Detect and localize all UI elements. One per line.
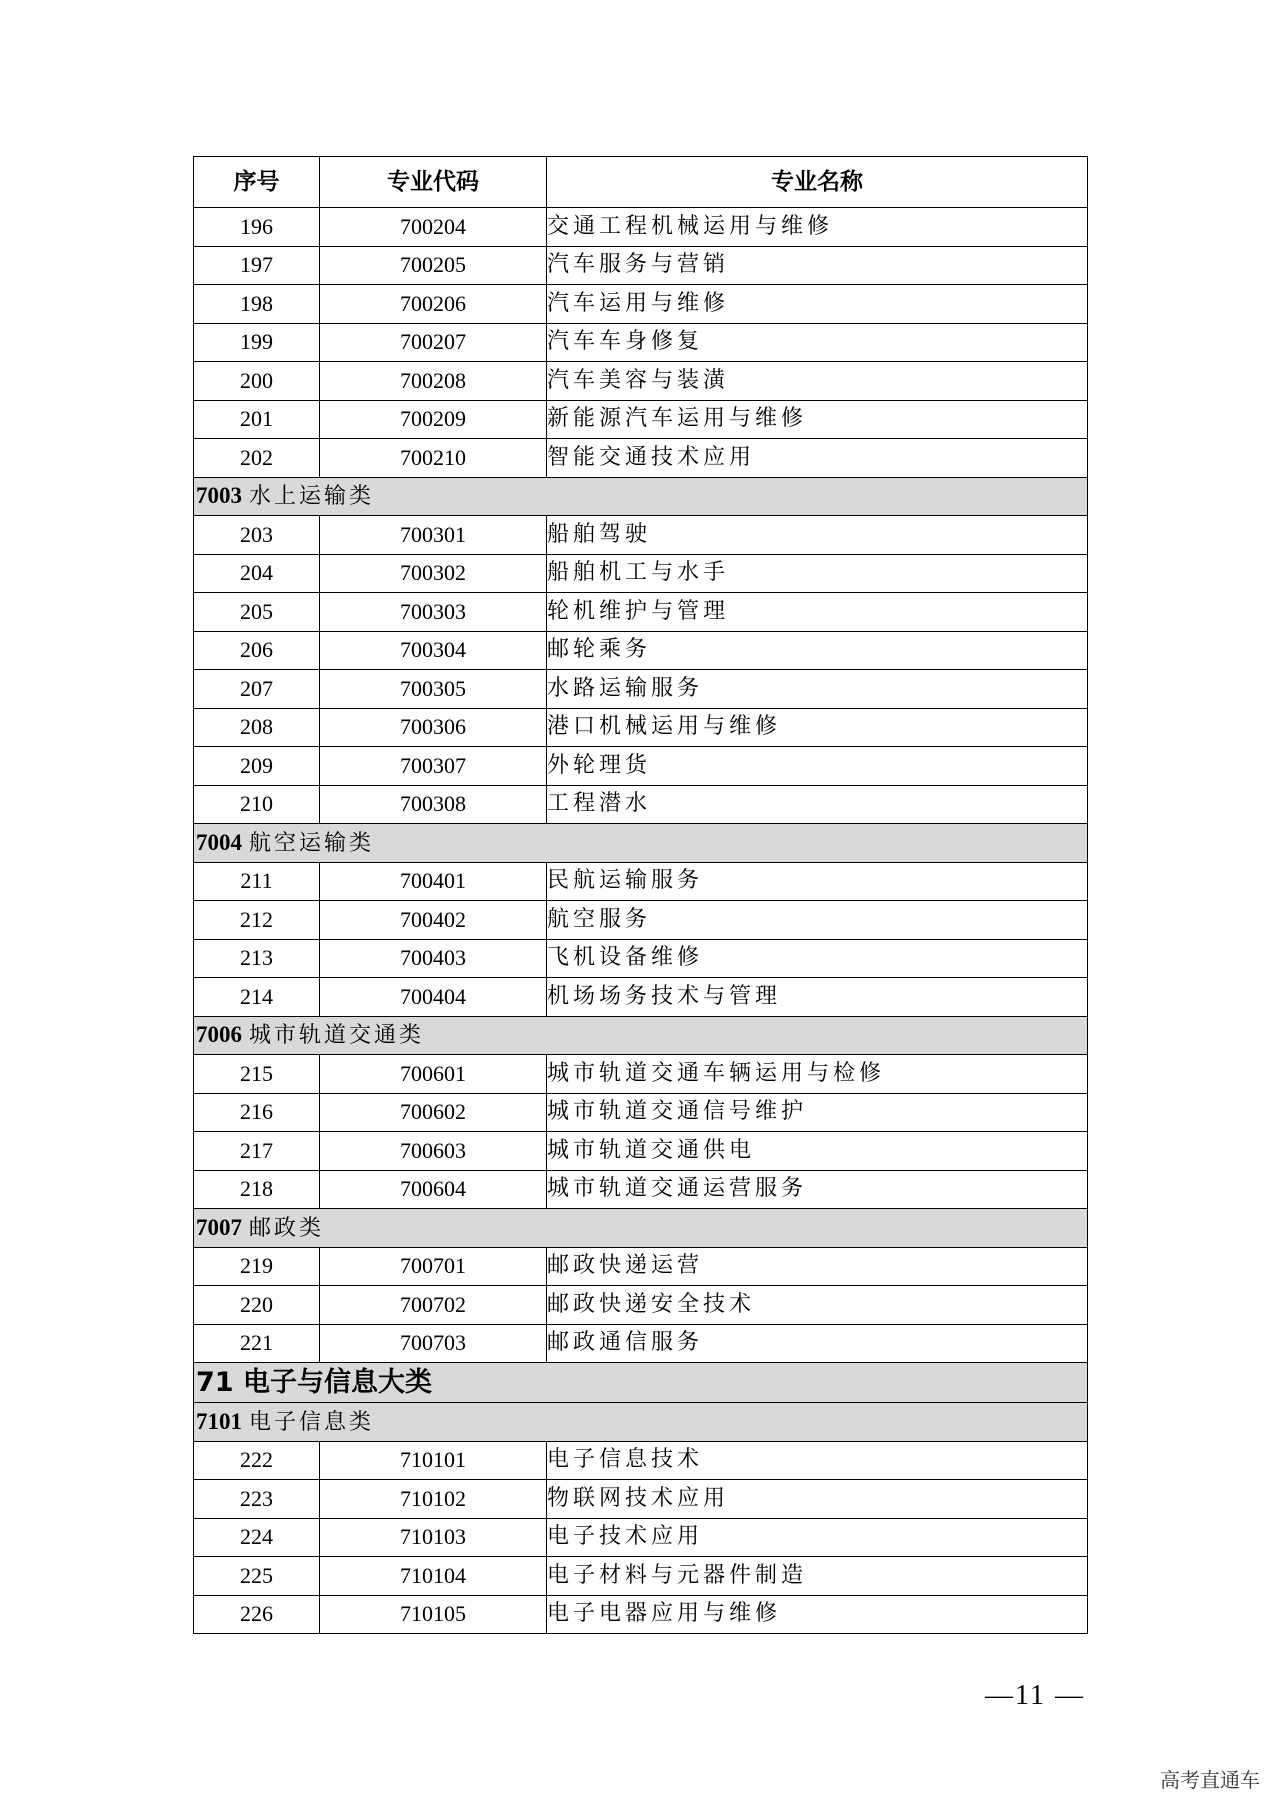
table-row (194, 439, 1088, 478)
major-name-cell: 船舶驾驶 (547, 516, 1088, 555)
category-row (194, 824, 1088, 863)
serial-number-cell: 197 (194, 246, 320, 285)
serial-number-cell: 213 (194, 939, 320, 978)
table-row (194, 708, 1088, 747)
category-cell (194, 1209, 1088, 1248)
major-name-cell: 汽车运用与维修 (547, 285, 1088, 324)
major-code-cell: 700209 (320, 400, 547, 439)
table-row (194, 747, 1088, 786)
serial-number-cell: 226 (194, 1595, 320, 1634)
major-code-cell: 700301 (320, 516, 547, 555)
table-row (194, 1324, 1088, 1363)
category-cell (194, 1403, 1088, 1442)
table-row (194, 978, 1088, 1017)
major-code-cell: 700602 (320, 1093, 547, 1132)
category-code: 7003 (196, 483, 242, 509)
major-name-cell: 物联网技术应用 (547, 1480, 1088, 1519)
serial-number-cell: 223 (194, 1480, 320, 1519)
major-code-cell: 700404 (320, 978, 547, 1017)
category-code: 7004 (196, 829, 242, 855)
table-row (194, 323, 1088, 362)
major-name-cell: 邮政快递安全技术 (547, 1286, 1088, 1325)
table-row (194, 400, 1088, 439)
major-code-cell: 710105 (320, 1595, 547, 1634)
major-name-cell: 邮政快递运营 (547, 1247, 1088, 1286)
major-name-cell: 船舶机工与水手 (547, 554, 1088, 593)
major-code-cell: 700601 (320, 1055, 547, 1094)
serial-number-cell: 206 (194, 631, 320, 670)
major-name-cell: 电子材料与元器件制造 (547, 1557, 1088, 1596)
serial-number-cell: 214 (194, 978, 320, 1017)
major-category-row (194, 1363, 1088, 1403)
serial-number-cell: 224 (194, 1518, 320, 1557)
major-name-cell: 城市轨道交通运营服务 (547, 1170, 1088, 1209)
major-name-cell: 工程潜水 (547, 785, 1088, 824)
serial-number-cell: 205 (194, 593, 320, 632)
serial-number-cell: 198 (194, 285, 320, 324)
serial-number-cell: 207 (194, 670, 320, 709)
serial-number-cell: 219 (194, 1247, 320, 1286)
serial-number-cell: 200 (194, 362, 320, 401)
major-code-cell: 710101 (320, 1441, 547, 1480)
major-code-cell: 700204 (320, 208, 547, 247)
table-row (194, 593, 1088, 632)
majors-table (193, 156, 1088, 1634)
category-name: 航空运输类 (249, 830, 375, 856)
category-name: 城市轨道交通类 (249, 1023, 425, 1049)
table-row (194, 1441, 1088, 1480)
table-row (194, 1055, 1088, 1094)
table-row (194, 631, 1088, 670)
major-name-cell: 民航运输服务 (547, 862, 1088, 901)
major-code-cell: 710102 (320, 1480, 547, 1519)
major-name-cell: 新能源汽车运用与维修 (547, 400, 1088, 439)
major-name-cell: 电子信息技术 (547, 1441, 1088, 1480)
major-code-cell: 700701 (320, 1247, 547, 1286)
category-name: 邮政类 (249, 1215, 325, 1241)
major-category-cell: 71 电子与信息大类 (194, 1363, 1088, 1403)
table-row (194, 554, 1088, 593)
major-name-cell: 电子电器应用与维修 (547, 1595, 1088, 1634)
serial-number-cell: 208 (194, 708, 320, 747)
category-row (194, 1209, 1088, 1248)
major-name-cell: 汽车服务与营销 (547, 246, 1088, 285)
category-cell (194, 824, 1088, 863)
major-name-cell: 机场场务技术与管理 (547, 978, 1088, 1017)
serial-number-cell: 217 (194, 1132, 320, 1171)
serial-number-cell: 218 (194, 1170, 320, 1209)
table-row (194, 1286, 1088, 1325)
major-name-cell: 城市轨道交通供电 (547, 1132, 1088, 1171)
major-code-cell: 700403 (320, 939, 547, 978)
header-major-code: 专业代码 (320, 157, 547, 208)
major-code-cell: 710104 (320, 1557, 547, 1596)
table-row (194, 1132, 1088, 1171)
major-code-cell: 700206 (320, 285, 547, 324)
major-code-cell: 700603 (320, 1132, 547, 1171)
table-row (194, 1170, 1088, 1209)
major-code-cell: 700302 (320, 554, 547, 593)
major-code-cell: 700401 (320, 862, 547, 901)
category-code: 7007 (196, 1214, 242, 1240)
table-row (194, 785, 1088, 824)
table-row (194, 1595, 1088, 1634)
table-row (194, 1518, 1088, 1557)
category-row (194, 477, 1088, 516)
table-row (194, 516, 1088, 555)
table-row (194, 208, 1088, 247)
table-row (194, 1247, 1088, 1286)
major-code-cell: 700306 (320, 708, 547, 747)
major-name-cell: 港口机械运用与维修 (547, 708, 1088, 747)
table-row (194, 939, 1088, 978)
serial-number-cell: 225 (194, 1557, 320, 1596)
table-row (194, 862, 1088, 901)
category-code: 7101 (196, 1408, 242, 1434)
serial-number-cell: 210 (194, 785, 320, 824)
serial-number-cell: 215 (194, 1055, 320, 1094)
major-code-cell: 700308 (320, 785, 547, 824)
category-row (194, 1403, 1088, 1442)
major-code-cell: 700205 (320, 246, 547, 285)
serial-number-cell: 203 (194, 516, 320, 555)
header-serial: 序号 (194, 157, 320, 208)
category-name: 水上运输类 (249, 484, 375, 510)
category-cell (194, 477, 1088, 516)
serial-number-cell: 211 (194, 862, 320, 901)
category-cell (194, 1016, 1088, 1055)
major-name-cell: 城市轨道交通信号维护 (547, 1093, 1088, 1132)
table-row (194, 362, 1088, 401)
major-name-cell: 电子技术应用 (547, 1518, 1088, 1557)
category-row (194, 1016, 1088, 1055)
major-name-cell: 城市轨道交通车辆运用与检修 (547, 1055, 1088, 1094)
major-code-cell: 700604 (320, 1170, 547, 1209)
major-code-cell: 700305 (320, 670, 547, 709)
major-name-cell: 水路运输服务 (547, 670, 1088, 709)
serial-number-cell: 212 (194, 901, 320, 940)
table-header-row (194, 157, 1088, 208)
major-name-cell: 智能交通技术应用 (547, 439, 1088, 478)
major-code-cell: 700303 (320, 593, 547, 632)
serial-number-cell: 196 (194, 208, 320, 247)
major-code-cell: 700208 (320, 362, 547, 401)
major-name-cell: 邮轮乘务 (547, 631, 1088, 670)
serial-number-cell: 202 (194, 439, 320, 478)
major-name-cell: 轮机维护与管理 (547, 593, 1088, 632)
major-code-cell: 700210 (320, 439, 547, 478)
serial-number-cell: 199 (194, 323, 320, 362)
major-name-cell: 邮政通信服务 (547, 1324, 1088, 1363)
category-code: 7006 (196, 1022, 242, 1048)
header-major-name: 专业名称 (547, 157, 1088, 208)
major-code-cell: 700207 (320, 323, 547, 362)
table-body (194, 208, 1088, 1634)
major-name-cell: 汽车美容与装潢 (547, 362, 1088, 401)
major-code-cell: 700304 (320, 631, 547, 670)
major-code-cell: 700402 (320, 901, 547, 940)
serial-number-cell: 201 (194, 400, 320, 439)
watermark-text: 高考直通车 (1160, 1768, 1260, 1792)
table-row (194, 1480, 1088, 1519)
table-row (194, 246, 1088, 285)
category-name: 电子信息类 (249, 1409, 375, 1435)
serial-number-cell: 221 (194, 1324, 320, 1363)
table-row (194, 670, 1088, 709)
page-number: —11 — (985, 1680, 1085, 1711)
major-code-cell: 710103 (320, 1518, 547, 1557)
serial-number-cell: 209 (194, 747, 320, 786)
table-row (194, 285, 1088, 324)
major-code-cell: 700702 (320, 1286, 547, 1325)
major-name-cell: 交通工程机械运用与维修 (547, 208, 1088, 247)
serial-number-cell: 222 (194, 1441, 320, 1480)
table-row (194, 1557, 1088, 1596)
major-name-cell: 汽车车身修复 (547, 323, 1088, 362)
serial-number-cell: 220 (194, 1286, 320, 1325)
major-name-cell: 航空服务 (547, 901, 1088, 940)
serial-number-cell: 204 (194, 554, 320, 593)
major-name-cell: 飞机设备维修 (547, 939, 1088, 978)
serial-number-cell: 216 (194, 1093, 320, 1132)
major-name-cell: 外轮理货 (547, 747, 1088, 786)
table-row (194, 1093, 1088, 1132)
major-code-cell: 700307 (320, 747, 547, 786)
major-code-cell: 700703 (320, 1324, 547, 1363)
table-row (194, 901, 1088, 940)
